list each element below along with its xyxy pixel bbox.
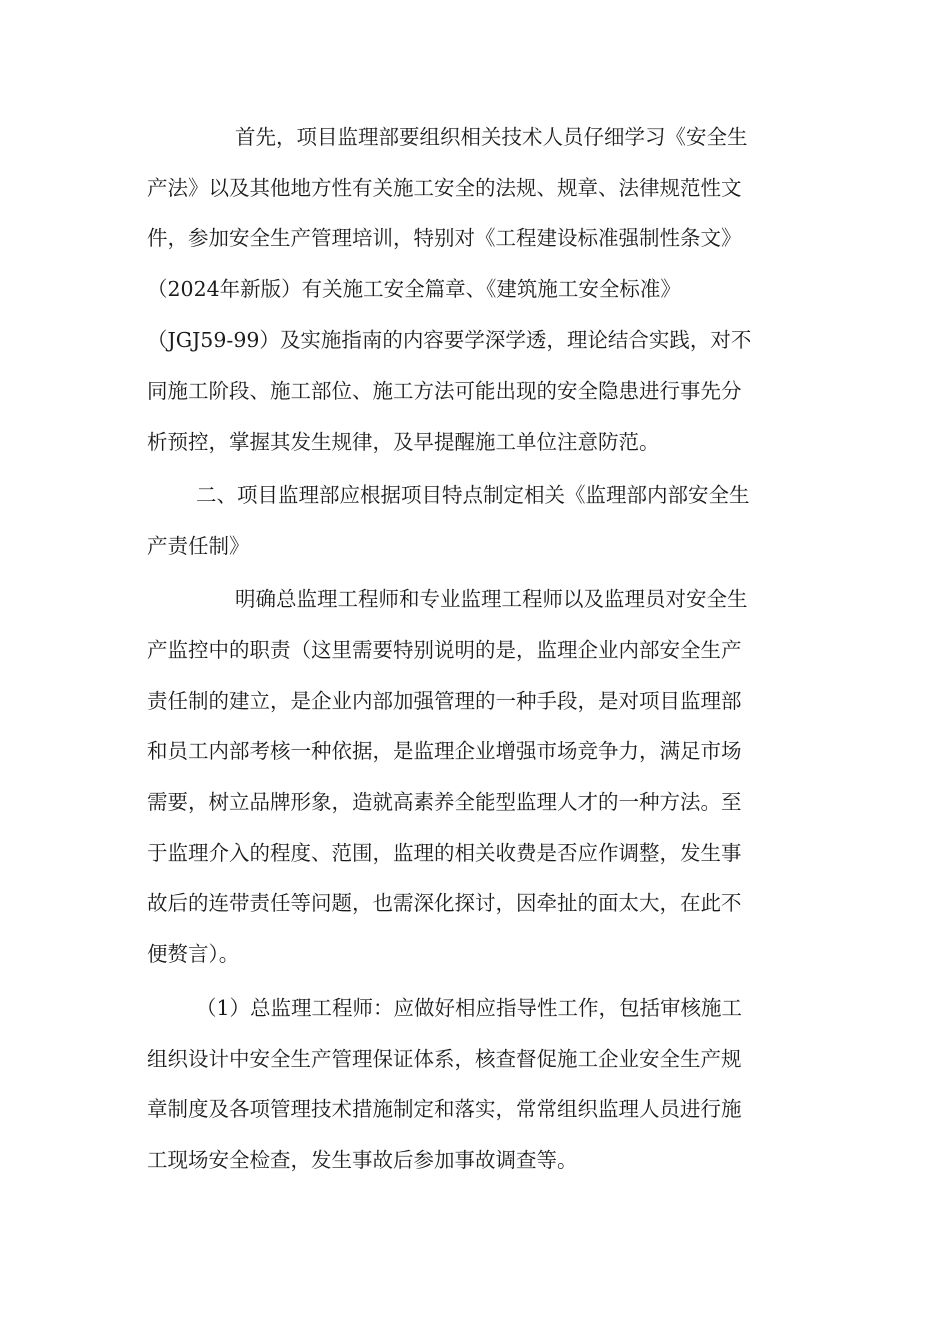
text-line: 章制度及各项管理技术措施制定和落实，常常组织监理人员进行施 (147, 1097, 742, 1121)
text-line: 同施工阶段、施工部位、施工方法可能出现的安全隐患进行事先分 (147, 379, 742, 403)
text-line: 明确总监理工程师和专业监理工程师以及监理员对安全生 (235, 587, 748, 611)
text-line: 和员工内部考核一种依据，是监理企业增强市场竞争力，满足市场 (147, 739, 742, 763)
text-line: 责任制的建立，是企业内部加强管理的一种手段，是对项目监理部 (147, 689, 742, 713)
text-line: 产监控中的职责（这里需要特别说明的是，监理企业内部安全生产 (147, 638, 742, 662)
text-line: （2024年新版）有关施工安全篇章、《建筑施工安全标准》 (147, 277, 681, 301)
text-line: 需要，树立品牌形象，造就高素养全能型监理人才的一种方法。至 (147, 790, 742, 814)
text-line: 首先，项目监理部要组织相关技术人员仔细学习《安全生 (235, 125, 748, 149)
text-line: 产法》以及其他地方性有关施工安全的法规、规章、法律规范性文 (147, 176, 742, 200)
text-line: 于监理介入的程度、范围，监理的相关收费是否应作调整，发生事 (147, 841, 742, 865)
text-line: 工现场安全检查，发生事故后参加事故调查等。 (147, 1148, 578, 1172)
text-line: （1）总监理工程师：应做好相应指导性工作，包括审核施工 (196, 996, 743, 1020)
section-heading-line: 产责任制》 (147, 534, 250, 558)
text-line: 便赘言）。 (147, 942, 240, 966)
text-line: 组织设计中安全生产管理保证体系，核查督促施工企业安全生产规 (147, 1047, 742, 1071)
text-line: 件，参加安全生产管理培训，特别对《工程建设标准强制性条文》 (147, 226, 742, 250)
section-heading-line: 二、项目监理部应根据项目特点制定相关《监理部内部安全生 (196, 483, 750, 507)
text-line: 析预控，掌握其发生规律，及早提醒施工单位注意防范。 (147, 430, 660, 454)
text-line: （JGJ59-99）及实施指南的内容要学深学透，理论结合实践，对不 (147, 328, 752, 352)
text-line: 故后的连带责任等问题，也需深化探讨，因牵扯的面太大，在此不 (147, 891, 742, 915)
